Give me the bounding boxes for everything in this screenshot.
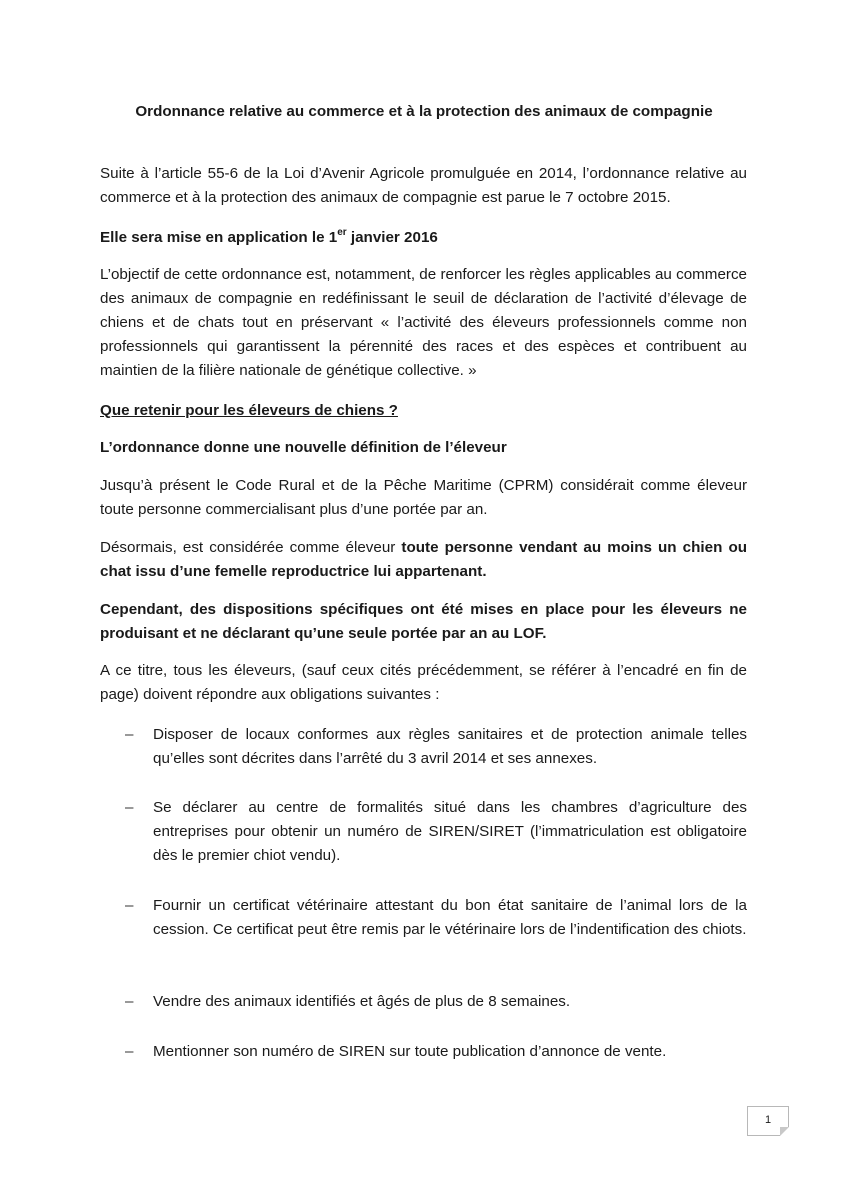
obligation-text: Fournir un certificat vétérinaire attestant du bon état sanitaire de l’animal lors de la cession. Ce certificat peut être remis par le vétérinaire lors de l’indentification des chiots. bbox=[153, 897, 747, 938]
exception-paragraph: Cependant, des dispositions spécifiques ont été mises en place pour les éleveurs ne produisant et ne déclarant qu’une seule portée par an au LOF. bbox=[100, 601, 747, 642]
objective-paragraph: L’objectif de cette ordonnance est, notamment, de renforcer les règles applicables au commerce des animaux de compagnie en redéfinissant le seuil de déclaration de l’activité d’élevage de chiens et de chats tout en préservant « l’activité des éleveurs professionnels comme non professionnels qui garantissent la pérennité des races et des espèces et contribuent au maintien de la filière nationale de génétique collective. » bbox=[100, 266, 747, 379]
obligation-text: Se déclarer au centre de formalités situé dans les chambres d’agriculture des entreprises pour obtenir un numéro de SIREN/SIRET (l’immatriculation est obligatoire dès le premier chiot vendu). bbox=[153, 799, 747, 864]
intro-paragraph: Suite à l’article 55-6 de la Loi d’Avenir Agricole promulguée en 2014, l’ordonnance relative au commerce et à la protection des animaux de compagnie est parue le 7 octobre 2015. bbox=[100, 165, 747, 206]
subheading: L’ordonnance donne une nouvelle définition de l’éleveur bbox=[100, 439, 507, 456]
page-number: 1 bbox=[764, 1114, 772, 1126]
document-title: Ordonnance relative au commerce et à la protection des animaux de compagnie bbox=[135, 103, 713, 120]
new-definition-paragraph bbox=[100, 536, 747, 584]
new-definition-emphasis: toute personne vendant au moins un chien ou chat issu d’une femelle reproductrice lui appartenant. bbox=[100, 539, 747, 580]
application-date-end: janvier 2016 bbox=[346, 229, 438, 246]
obligation-text: Disposer de locaux conformes aux règles sanitaires et de protection animale telles qu’elles sont décrites dans l’arrêté du 3 avril 2014 et ses annexes. bbox=[153, 726, 747, 767]
page-number-box bbox=[747, 1106, 789, 1136]
application-date-superscript: er bbox=[337, 226, 347, 238]
list-dash-icon: – bbox=[125, 897, 134, 914]
list-dash-icon: – bbox=[125, 726, 134, 743]
new-definition-text: Désormais, est considérée comme éleveur bbox=[100, 539, 402, 556]
page-fold-icon bbox=[780, 1127, 789, 1136]
previous-definition-paragraph: Jusqu’à présent le Code Rural et de la Pêche Maritime (CPRM) considérait comme éleveur toute personne commercialisant plus d’une portée par an. bbox=[100, 477, 747, 518]
obligations-intro-paragraph: A ce titre, tous les éleveurs, (sauf ceux cités précédemment, se référer à l’encadré en fin de page) doivent répondre aux obligations suivantes : bbox=[100, 662, 747, 703]
list-dash-icon: – bbox=[125, 1043, 134, 1060]
list-dash-icon: – bbox=[125, 799, 134, 816]
application-date bbox=[100, 226, 747, 250]
obligation-text: Vendre des animaux identifiés et âgés de plus de 8 semaines. bbox=[153, 993, 571, 1010]
list-dash-icon: – bbox=[125, 993, 134, 1010]
section-heading: Que retenir pour les éleveurs de chiens ? bbox=[100, 402, 398, 419]
obligation-text: Mentionner son numéro de SIREN sur toute publication d’annonce de vente. bbox=[153, 1043, 667, 1060]
application-date-text: Elle sera mise en application le 1 bbox=[100, 229, 338, 246]
